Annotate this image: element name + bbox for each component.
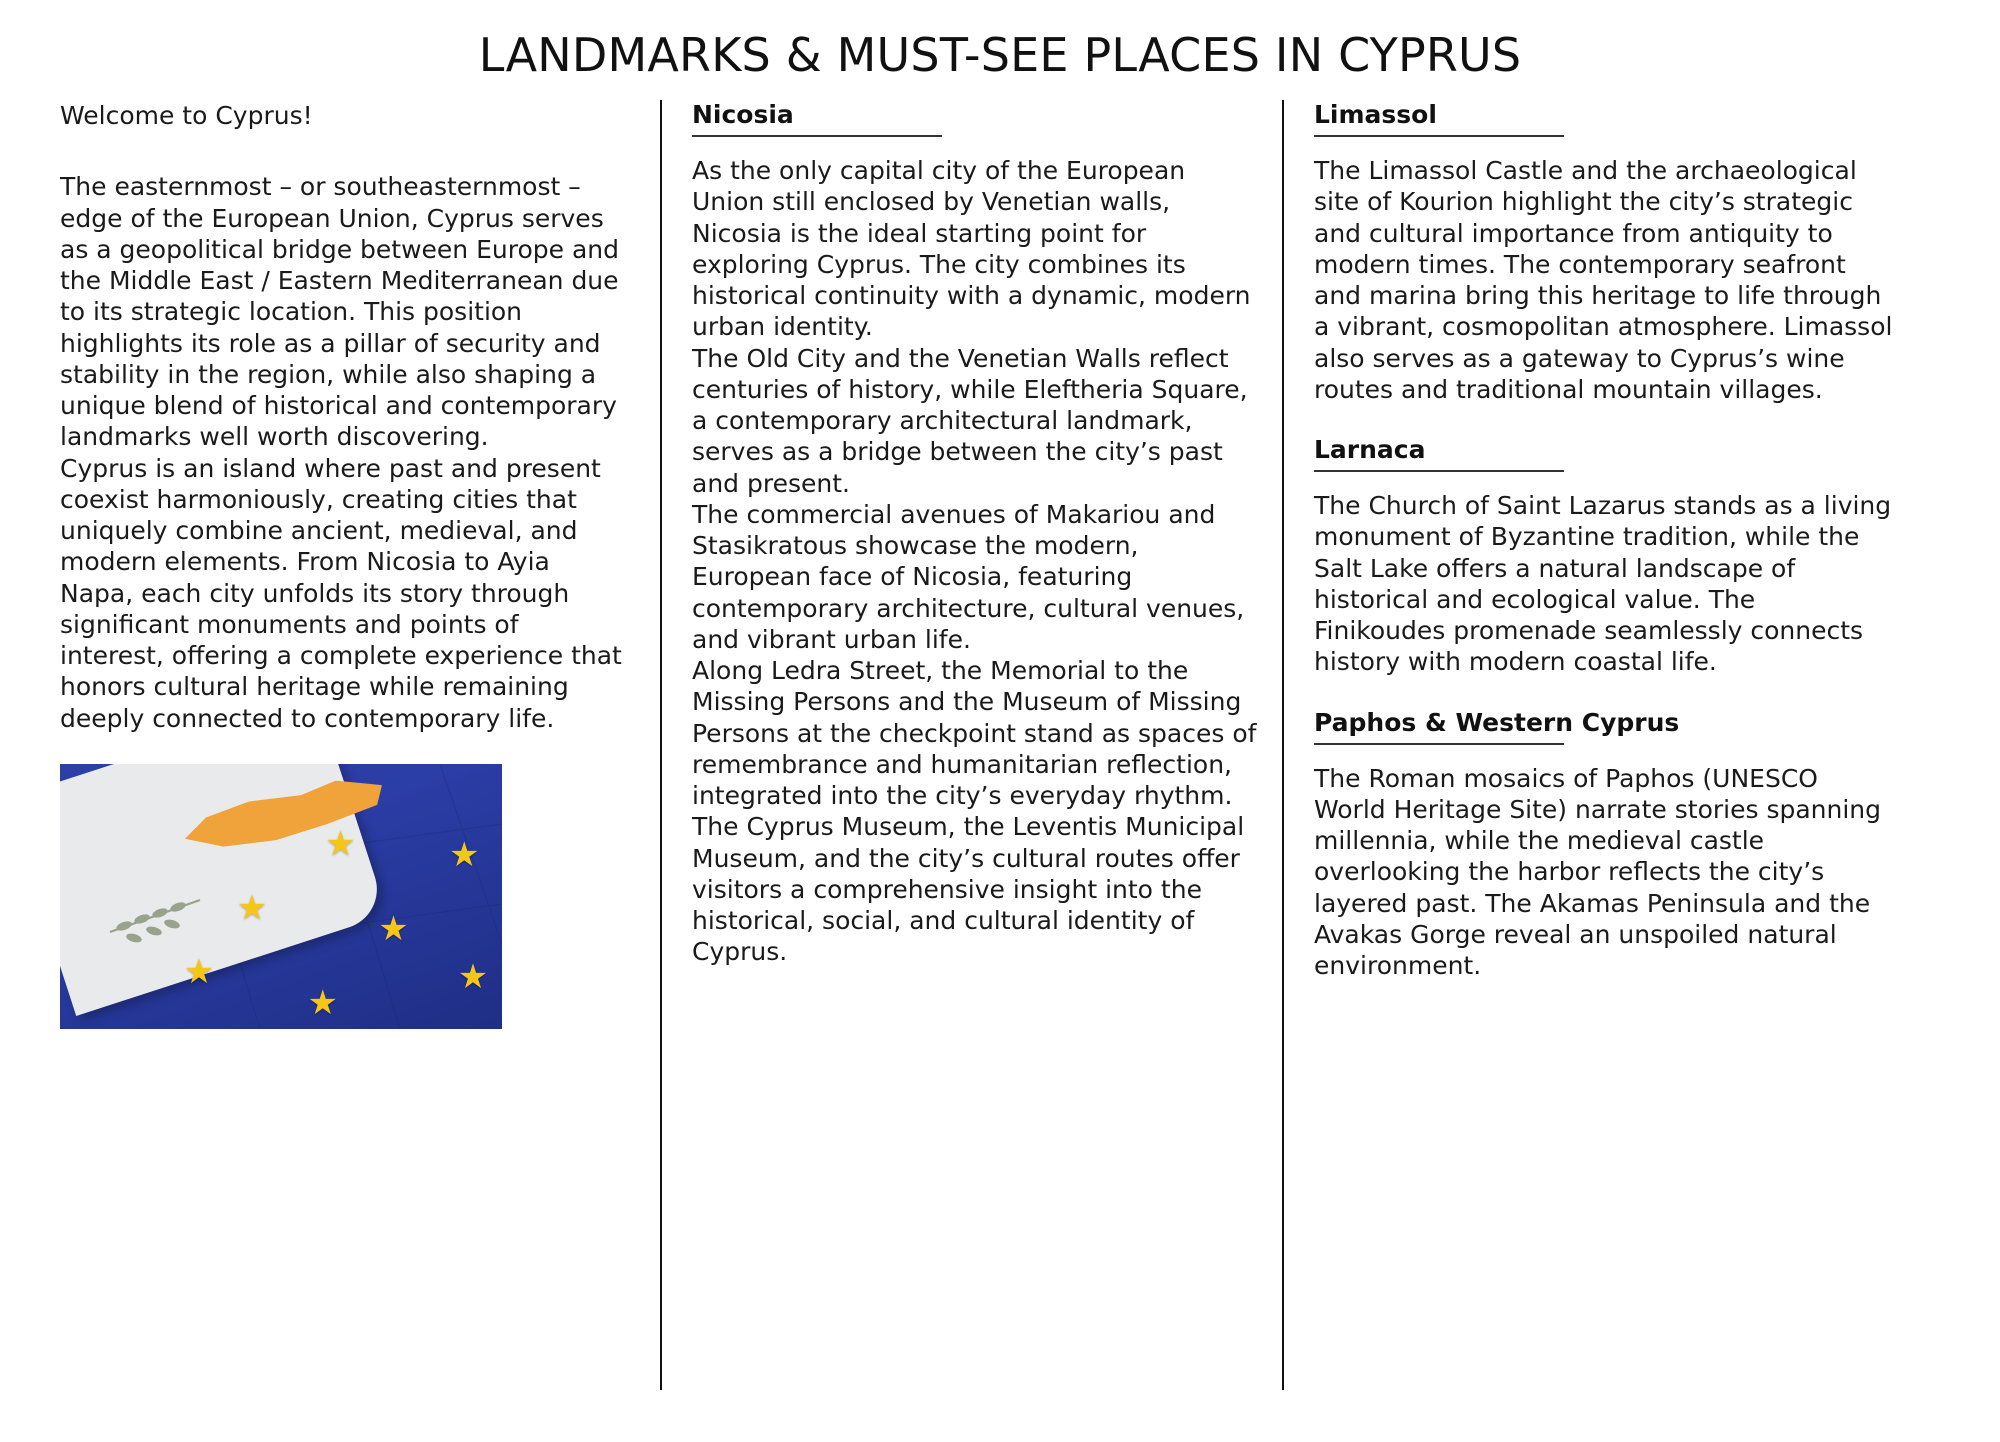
cyprus-eu-puzzle-image bbox=[60, 764, 502, 1029]
limassol-text: The Limassol Castle and the archaeological site of Kourion highlight the city’s strategic and cultural importance from antiquity to modern times. The contemporary seafront and marina bring this heritage to life through a vibrant, cosmopolitan atmosphere. Limassol also serves as a gateway to Cyprus’s wine routes and traditional mountain villages. bbox=[1314, 156, 1893, 404]
eu-star-icon: ★ bbox=[457, 956, 489, 997]
nicosia-paragraph-4: Along Ledra Street, the Memorial to the Missing Persons and the Museum of Missing Persons at the checkpoint stand as spaces of remembrance and humanitarian reflection, integrated into the city’s everyday rhythm. bbox=[692, 656, 1257, 810]
column-other-cities bbox=[1284, 100, 1904, 1390]
section-rule bbox=[1314, 743, 1564, 745]
nicosia-paragraph-5: The Cyprus Museum, the Leventis Municipal Museum, and the city’s cultural routes offer visitors a comprehensive insight into the historical, social, and cultural identity of Cyprus. bbox=[692, 812, 1245, 967]
section-larnaca bbox=[1314, 435, 1894, 678]
section-heading-paphos: Paphos & Western Cyprus bbox=[1314, 707, 1680, 737]
eu-star-icon: ★ bbox=[448, 834, 480, 875]
section-heading-larnaca: Larnaca bbox=[1314, 435, 1426, 464]
intro-paragraph-2: Cyprus is an island where past and present coexist harmoniously, creating cities that uniquely combine ancient, medieval, and modern elements. From Nicosia to Ayia Napa, each city unfolds its story through significant monuments and points of interest, offering a complete experience that honors cultural heritage while remaining deeply connected to contemporary life. bbox=[60, 453, 622, 733]
page-title: LANDMARKS & MUST-SEE PLACES IN CYPRUS bbox=[478, 28, 1522, 82]
eu-star-icon: ★ bbox=[325, 824, 356, 865]
nicosia-paragraph-2: The Old City and the Venetian Walls reflect centuries of history, while Eleftheria Square, a contemporary architectural landmark, serves as a bridge between the city’s past and present. bbox=[692, 343, 1248, 498]
section-rule bbox=[1314, 135, 1564, 137]
eu-star-icon: ★ bbox=[307, 983, 338, 1024]
nicosia-paragraph-1: As the only capital city of the European Union still enclosed by Venetian walls, Nicosia is the ideal starting point for exploring Cyprus. The city combines its historical continuity with a dynamic, modern urban identity. bbox=[692, 156, 1251, 342]
column-nicosia bbox=[662, 100, 1282, 1390]
intro-paragraph-1: The easternmost – or southeasternmost – edge of the European Union, Cyprus serves as a geopolitical bridge between Europe and the Middle East / Eastern Mediterranean due to its strategic location. This position highlights its role as a pillar of security and stability in the region, while also shaping a unique blend of historical and contemporary landmarks well worth discovering. bbox=[60, 172, 619, 452]
eu-star-icon: ★ bbox=[378, 909, 409, 950]
section-heading-nicosia: Nicosia bbox=[692, 100, 794, 129]
section-rule bbox=[692, 135, 942, 137]
welcome-text: Welcome to Cyprus! bbox=[60, 101, 313, 130]
paphos-text: The Roman mosaics of Paphos (UNESCO World Heritage Site) narrate stories spanning millennia, while the medieval castle overlooking the harbor reflects the city’s layered past. The Akamas Peninsula and the Avakas Gorge reveal an unspoiled natural environment. bbox=[1314, 763, 1882, 980]
section-rule bbox=[1314, 470, 1564, 472]
olive-branch-icon bbox=[104, 886, 224, 956]
document-page bbox=[0, 28, 2000, 1442]
section-limassol bbox=[1314, 100, 1894, 405]
section-heading-limassol: Limassol bbox=[1314, 100, 1437, 129]
larnaca-text: The Church of Saint Lazarus stands as a living monument of Byzantine tradition, while the Salt Lake offers a natural landscape of historical and ecological value. The Finikoudes promenade seamlessly connects history with modern coastal life. bbox=[1314, 491, 1892, 677]
section-paphos bbox=[1314, 708, 1894, 982]
column-intro bbox=[60, 100, 660, 1390]
eu-star-icon: ★ bbox=[183, 951, 215, 992]
nicosia-paragraph-3: The commercial avenues of Makariou and Stasikratous showcase the modern, European face of Nicosia, featuring contemporary architecture, cultural venues, and vibrant urban life. bbox=[692, 499, 1245, 654]
eu-star-icon: ★ bbox=[236, 887, 268, 928]
three-column-layout bbox=[40, 100, 1960, 1390]
